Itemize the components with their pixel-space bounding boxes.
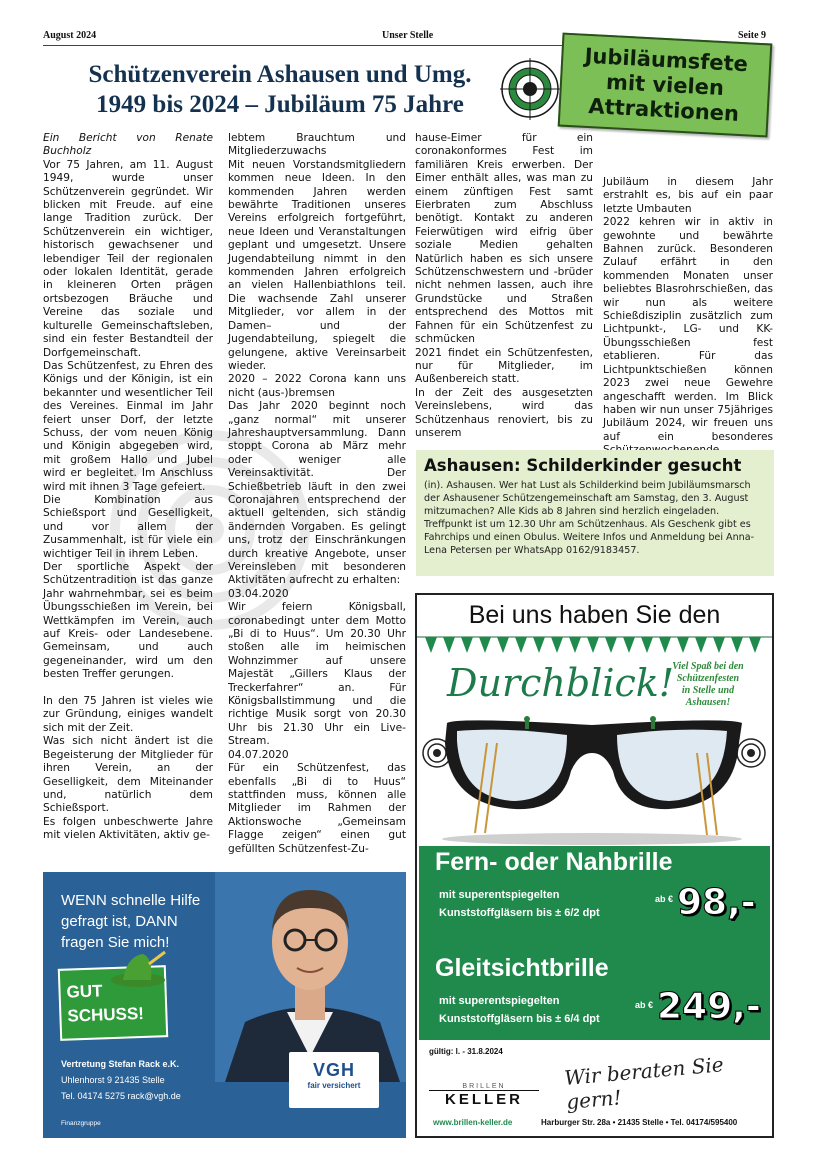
vgh-phone-email: Tel. 04174 5275 rack@vgh.de: [61, 1091, 181, 1101]
script-slogan: Durchblick!: [447, 661, 675, 705]
article-column-2: lebtem Brauchtum und Mitgliederzuwachs Mit neuen Vorstandsmitgliedern kommen neue Ideen. In den kommenden Jahren werden bewährte Traditionen unseres Vereins erfolgreich fortgeführt, neue Ideen und Veranstaltungen geplant und umgesetzt. Unsere Jugendabteilung nimmt in den kommenden Jahren erfolgreich an vielen Hallenbiathlons teil. Die wachsende Zahl unserer Mitglieder, vor allem in der Damen– und der Jugendabteilung, spiegelt die gelungene, aktive Vereinsarbeit wieder. 2020 – 2022 Corona kann uns nicht (aus-)bremsen Das Jahr 2020 beginnt noch „ganz normal“ mit unserer Jahreshauptversammlung. Dann stoppt Corona ab März mehr oder weniger alle Vereinsaktivität. Der Schießbetrieb läuft in den zwei Coronajahren entsprechend der aktuell geltenden, sich ständig ändernden Vorgaben. Es gelingt uns, trotz der Einschränkungen durch kreative Angebote, unser Vereinsleben mit besonderen Aktivitäten aufrecht zu erhalten: 03.04.2020 Wir feiern Königsball, coronabedingt unter dem Motto „Bi di to Huus“. Um 20.30 Uhr stoßen alle im heimischen Wohnzimmer auf unsere Majestät „Gillers Klaus der Treckerfahrer“ an. Für Königsballstimmung und die richtige Musik sorgt von 20.30 Uhr bis 21.30 Uhr ein Live-Stream. 04.07.2020 Für ein Schützenfest, das ebenfalls „Bi di to Huus“ stattfinden muss, können alle Mitglieder im Rahmen der Aktionswoche „Gemeinsam Flagge zeigen“ einen gut gefüllten Schützenfest-Zu-: [228, 132, 406, 855]
stamp-line-3: Attraktionen: [587, 94, 740, 126]
article-column-3: hause-Eimer für ein coronakonformes Fest im familiären Kreis erwerben. Der Eimer enthält alles, was man zu einem zünftigen Fest samt Eierbraten zum Abschluss benötigt. Kontakt zu anderen Feierwütigen wird eifrig über soziale Medien gehalten Natürlich haben es sich unsere Schützenschwestern und -brüder nicht nehmen lassen, auch ihre Grundstücke und Straßen entsprechend des Mottos mit Fahnen für ein Schützenfest zu schmücken 2021 findet ein Schützenfesten, nur für Mitglieder, im Außenbereich statt. In der Zeit des ausgesetzten Vereinslebens, wird das Schützenhaus renoviert, bis zu unserem: [415, 132, 593, 439]
brillen-keller-advertisement: [415, 593, 774, 1138]
offer-2-line-2: Kunststoffgläsern bis ± 6/4 dpt: [439, 1013, 600, 1025]
page-number: Seite 9: [738, 30, 767, 41]
optician-website[interactable]: www.brillen-keller.de: [433, 1118, 513, 1127]
vgh-logo-tagline: fair versichert: [307, 1081, 361, 1090]
vgh-agent-name: Vertretung Stefan Rack e.K.: [61, 1059, 180, 1069]
right-target-icon: [737, 739, 765, 767]
stamp-line-1: Jubiläumsfete: [584, 43, 749, 77]
notice-box: [416, 450, 774, 576]
offer-1-description: [439, 886, 600, 922]
optician-address: Harburger Str. 28a • 21435 Stelle • Tel. 04174/595400: [541, 1118, 738, 1127]
optician-headline: Bei uns haben Sie den: [468, 601, 721, 629]
offer-2-line-1: mit superentspiegelten: [439, 995, 560, 1007]
vgh-headline: [61, 890, 200, 953]
shooting-target-icon: [500, 58, 560, 120]
publication-name: Unser Stelle: [382, 30, 434, 41]
offer-1-title: Fern- oder Nahbrille: [435, 848, 673, 876]
offer-2-title: Gleitsichtbrille: [435, 954, 609, 982]
vgh-address: Uhlenhorst 9 21435 Stelle: [61, 1075, 165, 1085]
headline-line-1: Schützenverein Ashausen und Umg.: [88, 61, 472, 88]
vgh-headline-line-2: gefragt ist, DANN: [61, 913, 178, 930]
offer-2-price: 249,-: [657, 986, 761, 1027]
badge-line-2: SCHUSS!: [67, 1003, 145, 1026]
vgh-headline-line-1: WENN schnelle Hilfe: [61, 892, 201, 909]
greeting-line-2: Schützenfesten: [676, 673, 740, 684]
greeting-line-4: Ashausen!: [685, 697, 731, 708]
vgh-contact-block: [61, 1056, 181, 1104]
glasses-illustration: [417, 713, 772, 847]
offer-1-line-1: mit superentspiegelten: [439, 889, 560, 901]
agent-portrait: [215, 872, 406, 1082]
offer-1-line-2: Kunststoffgläsern bis ± 6/2 dpt: [439, 907, 600, 919]
offer-2-from-label: ab €: [635, 1000, 654, 1010]
logo-main-word: KELLER: [429, 1090, 539, 1108]
vgh-logo: [289, 1052, 379, 1108]
greeting-line-3: in Stelle und: [681, 685, 735, 696]
badge-line-1: GUT: [66, 981, 103, 1002]
article-author: Ein Bericht von Renate Buchholz: [43, 132, 213, 158]
offer-progressive: [419, 950, 770, 1040]
vgh-headline-line-3: fragen Sie mich!: [61, 934, 170, 951]
festival-greeting: [643, 661, 773, 709]
anniversary-stamp: [558, 33, 773, 138]
stamp-line-2: mit vielen: [605, 69, 725, 101]
offer-1-price: 98,-: [677, 882, 756, 923]
article-column-4: Jubiläum in diesem Jahr erstrahlt es, bis auf ein paar letzte Umbauten 2022 kehren wir in aktiv in gewohnte und bewährte Bahnen zurück. Besonderen Zulauf erfährt in den kommenden Monaten unser beliebtes Blasrohrschießen, das wir nun als weitere Schießdisziplin zusätzlich zum Lichtpunkt-, LG- und KK-Übungsschießen fest etablieren. Für das Lichtpunktschießen können 2023 zwei neue Gewehre angeschafft werden. Im Blick haben wir nun unser 75jähriges Jubiläum 2024, wir freuen uns auf ein besonderes: [603, 176, 773, 443]
notice-body: (in). Ashausen. Wer hat Lust als Schilderkind beim Jubiläumsmarsch der Ashausener Schützengemeinschaft am Samstag, den 3. August mitzumachen? Alle Kids ab 8 Jahren sind herzlich eingeladen. Treffpunkt ist um 12.30 Uhr am Schützenhaus. Als Geschenk gibt es Fahrchips und einen Obulus. Weitere Infos und Anmeldung bei Anna-Lena Petersen per WhatsApp 0162/9183457.: [424, 480, 755, 556]
issue-date: August 2024: [43, 30, 97, 41]
article-column-1-text: Vor 75 Jahren, am 11. August 1949, wurde unser Schützenverein gegründet. Wir blicken mit Freude. auf eine lange Tradition zurück. Der Schützenverein ein wichtiger, historisch gewachsener und lebendiger Teil der regionalen oder lokalen Identität, gerade in kleineren Orten prägen ortsbezogen Bräuche und Vereine das soziale und kulturelle Gemeinschaftsleben, sind ein fester Bestandteil der Dorfgemeinschaft. Das Schützenfest, zu Ehren des Königs und der Königin, ist ein bekannter und wesentlicher Teil des Vereines. Einmal im Jahr feiert unser Dorf, der letzte Schuss, der vom neuen König und Königin abgegeben wird, mit großem Hallo und Jubel wird er begleitet. Im Anschluss wird mit ihnen 3 Tage gefeiert. Die Kombination aus Schießsport und Geselligkeit, und vor allem der Zusammenhalt, ist für viele ein wichtiger Teil in ihrem Leben. Der sportliche Aspekt der Schützentradition ist das ganze Jahr wahrnehmbar, sei es beim Übungsschießen im Verein, bei Wettkämpfen im Verein, auch auf Kreis- oder Landesebene. Gemeinsam, und auch gegeneinander, wird um den besten Treffer gerungen. In den 75 Jahren ist vieles wie zur Gründung, einiges wandelt sich mit der Zeit. Was sich nicht ändert ist die Begeisterung der Mitglieder für ihren Verein, an der Geselligkeit, dem Miteinander und, natürlich dem Schießsport. Es folgen unbeschwerte Jahre mit vielen Aktivitäten, aktiv ge-: [43, 158, 213, 842]
offer-single-vision: [419, 846, 770, 950]
brillen-keller-logo: [429, 1083, 539, 1108]
article-column-1: [43, 132, 213, 862]
bunting-decoration: [417, 635, 772, 657]
offer-1-from-label: ab €: [655, 894, 674, 904]
vgh-finanzgruppe: Finanzgruppe: [61, 1120, 101, 1127]
greeting-line-1: Viel Spaß bei den: [672, 661, 744, 672]
headline-line-2: 1949 bis 2024 – Jubiläum 75 Jahre: [96, 91, 464, 118]
article-headline: [60, 60, 500, 120]
advice-slogan: Wir beraten Sie gern!: [563, 1052, 725, 1114]
logo-top-word: BRILLEN: [462, 1083, 506, 1090]
offer-2-description: [439, 992, 600, 1028]
offer-validity: gültig: l. - 31.8.2024: [429, 1047, 503, 1056]
notice-title: Ashausen: Schilderkinder gesucht: [424, 456, 742, 475]
vgh-advertisement: [43, 872, 406, 1138]
vgh-logo-word: VGH: [312, 1060, 355, 1080]
marksman-hat-icon: [109, 952, 167, 988]
